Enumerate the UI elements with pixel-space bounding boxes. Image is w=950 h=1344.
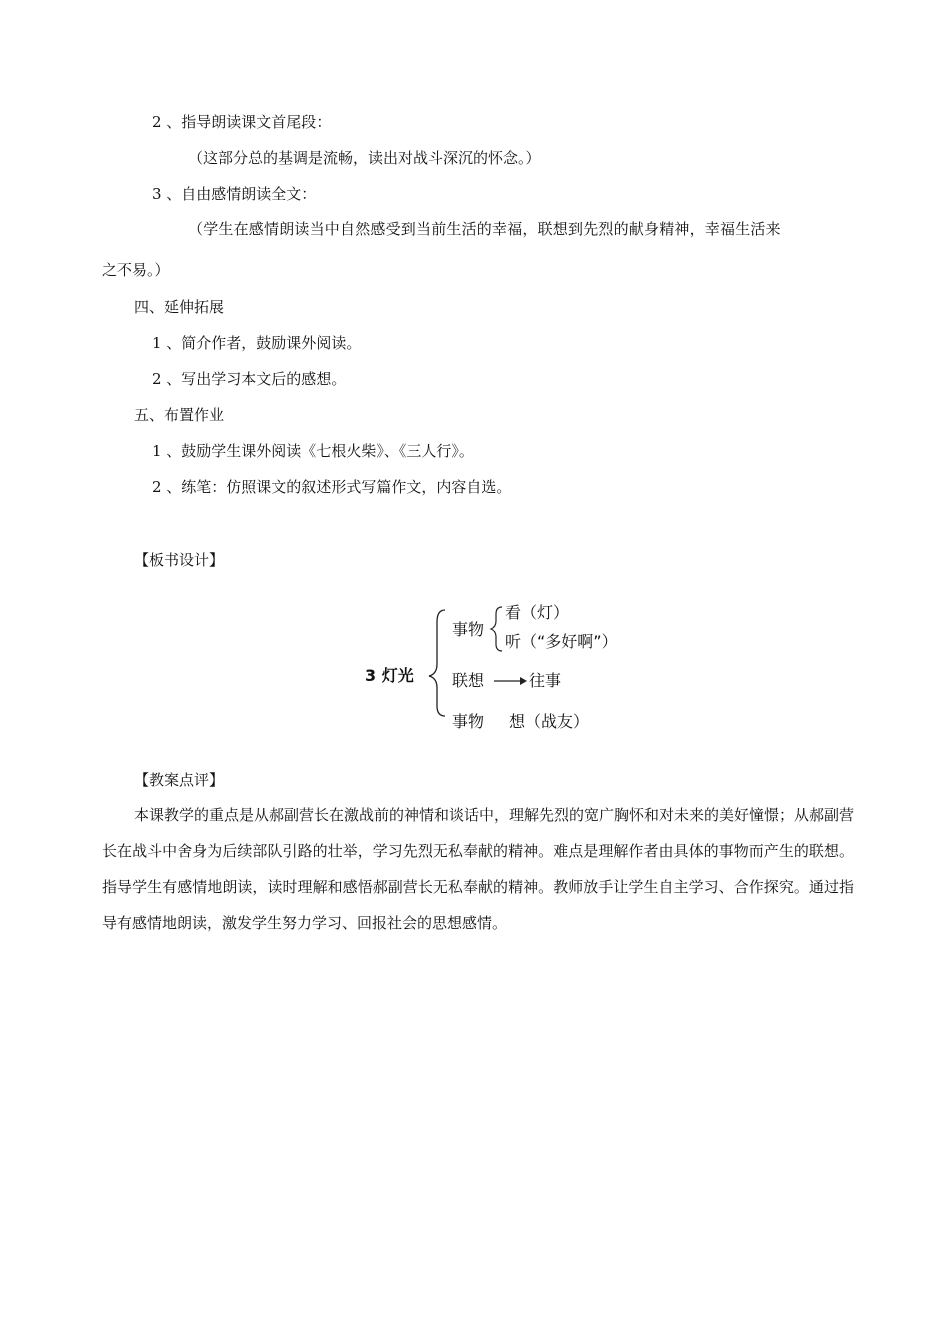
review-heading: 【教案点评】 (134, 771, 225, 789)
step2-text: 2 、指导朗读课文首尾段： (152, 113, 332, 131)
branch2-target: 往事 (529, 671, 562, 690)
review-paragraph: 本课教学的重点是从郝副营长在激战前的神情和谈话中，理解先烈的宽广胸怀和对未来的美好憧憬；从郝副营长在战斗中舍身为后续部队引路的壮举，学习先烈无私奉献的精神。难点是理解作者由具体的事物而产生的联想。指导学生有感情地朗读，读时理解和感悟郝副营长无私奉献的精神。教师放手让学生自主学习、合作探究。通过指导有感情地朗读，激发学生努力学习、回报社会的思想感情。 (102, 806, 855, 932)
board-design-heading: 【板书设计】 (134, 551, 225, 569)
branch1-sub2: 听（“多好啊”） (505, 632, 618, 651)
branch3-label: 事物 (452, 712, 485, 731)
homework-item-2: 2 、练笔：仿照课文的叙述形式写篇作文，内容自选。 (152, 478, 512, 496)
homework-heading: 五、布置作业 (134, 406, 225, 424)
branch1-label: 事物 (452, 620, 485, 639)
extension-item-1: 1 、简介作者，鼓励课外阅读。 (152, 334, 362, 352)
extension-item-2: 2 、写出学习本文后的感想。 (152, 370, 347, 388)
arrow-head (520, 677, 527, 685)
step2-note: （这部分总的基调是流畅，读出对战斗深沉的怀念。） (188, 149, 541, 167)
step3-text: 3 、自由感情朗读全文： (152, 185, 317, 203)
step3-note-line1: （学生在感情朗读当中自然感受到当前生活的幸福，联想到先烈的献身精神，幸福生活来 (188, 220, 781, 238)
sub-brace (491, 607, 502, 651)
branch1-sub1: 看（灯） (505, 603, 570, 622)
branch3-target: 想（战友） (509, 712, 590, 731)
extension-heading: 四、延伸拓展 (134, 298, 225, 316)
branch2-label: 联想 (452, 671, 485, 690)
board-title: 3 灯光 (365, 666, 414, 685)
step3-note-line2: 之不易。） (102, 261, 170, 279)
homework-item-1: 1 、鼓励学生课外阅读《七根火柴》、《三人行》。 (152, 442, 474, 460)
main-brace (429, 610, 445, 716)
